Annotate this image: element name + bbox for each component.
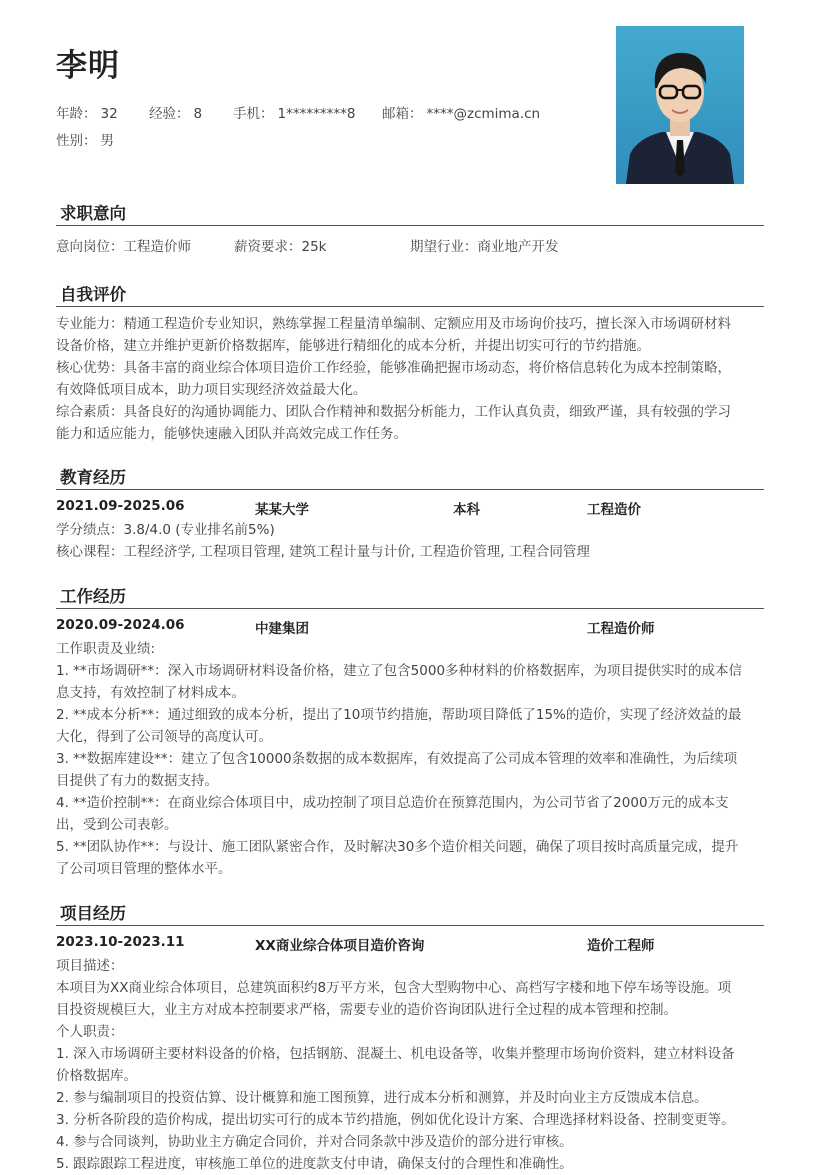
project-line: 2. 参与编制项目的投资估算、设计概算和施工图预算，进行成本分析和测算，并及时向业主方反馈成本信息。 xyxy=(56,1090,708,1106)
education-divider xyxy=(56,489,764,490)
phone-value: 1*********8 xyxy=(277,106,356,122)
project-line: 目投资规模巨大，业主方对成本控制要求严格，需要专业的造价咨询团队进行全过程的成本管理和控制。 xyxy=(56,1002,677,1018)
project-line: 5. 跟踪跟踪工程进度，审核施工单位的进度款支付申请，确保支付的合理性和准确性。 xyxy=(56,1156,573,1172)
education-line: 核心课程：工程经济学, 工程项目管理, 建筑工程计量与计价, 工程造价管理, 工程合同管理 xyxy=(56,544,590,560)
experience-label: 经验： xyxy=(149,106,190,122)
intent-divider xyxy=(56,225,764,226)
work-line: 5. **团队协作**：与设计、施工团队紧密合作，及时解决30多个造价相关问题，确保了项目按时高质量完成，提升 xyxy=(56,839,739,855)
age-field xyxy=(56,102,149,122)
intent-position: 意向岗位：工程造价师 xyxy=(56,239,191,255)
work-line: 1. **市场调研**：深入市场调研材料设备价格，建立了包含5000多种材料的价格数据库，为项目提供实时的成本信 xyxy=(56,663,743,679)
self-eval-line: 设备价格，建立并维护更新价格数据库，能够进行精细化的成本分析，并提出切实可行的节约措施。 xyxy=(56,338,650,354)
project-line: 4. 参与合同谈判，协助业主方确定合同价，并对合同条款中涉及造价的部分进行审核。 xyxy=(56,1134,573,1150)
work-line: 了公司项目管理的整体水平。 xyxy=(56,861,232,877)
education-line: 学分绩点：3.8/4.0 (专业排名前5%) xyxy=(56,522,275,538)
project-line: 个人职责： xyxy=(56,1024,124,1040)
self-eval-section-title: 自我评价 xyxy=(60,285,126,304)
project-line: 本项目为XX商业综合体项目，总建筑面积约8万平方米，包含大型购物中心、高档写字楼和地下停车场等设施。项 xyxy=(56,980,732,996)
project-section-title: 项目经历 xyxy=(60,904,126,923)
project-line: 价格数据库。 xyxy=(56,1068,137,1084)
work-role: 工程造价师 xyxy=(587,621,655,637)
age-value: 32 xyxy=(100,106,118,122)
gender-row xyxy=(56,129,114,149)
portrait-illustration xyxy=(616,26,744,184)
self-eval-line: 综合素质：具备良好的沟通协调能力、团队合作精神和数据分析能力，工作认真负责，细致严谨，具有较强的学习 xyxy=(56,404,731,420)
work-period: 2020.09-2024.06 xyxy=(56,617,185,633)
intent-section-title: 求职意向 xyxy=(60,204,126,223)
work-line: 3. **数据库建设**：建立了包含10000条数据的成本数据库，有效提高了公司成本管理的效率和准确性，为后续项 xyxy=(56,751,738,767)
work-line: 工作职责及业绩: xyxy=(56,641,156,657)
work-line: 息支持，有效控制了材料成本。 xyxy=(56,685,245,701)
age-label: 年龄： xyxy=(56,106,97,122)
self-eval-line: 有效降低项目成本，助力项目实现经济效益最大化。 xyxy=(56,382,367,398)
education-section-title: 教育经历 xyxy=(60,468,126,487)
work-line: 大化，得到了公司领导的高度认可。 xyxy=(56,729,272,745)
project-divider xyxy=(56,925,764,926)
intent-industry: 期望行业：商业地产开发 xyxy=(410,239,559,255)
email-label: 邮箱： xyxy=(382,106,423,122)
work-line: 目提供了有力的数据支持。 xyxy=(56,773,218,789)
project-line: 1. 深入市场调研主要材料设备的价格，包括钢筋、混凝土、机电设备等，收集并整理市场询价资料，建立材料设备 xyxy=(56,1046,735,1062)
education-school: 某某大学 xyxy=(255,502,309,518)
work-divider xyxy=(56,608,764,609)
email-field xyxy=(382,102,540,122)
education-period: 2021.09-2025.06 xyxy=(56,498,185,514)
experience-value: 8 xyxy=(193,106,203,122)
project-role: 造价工程师 xyxy=(587,938,655,954)
phone-field xyxy=(233,102,382,122)
education-degree: 本科 xyxy=(453,502,480,518)
self-eval-line: 核心优势：具备丰富的商业综合体项目造价工作经验，能够准确把握市场动态，将价格信息转化为成本控制策略， xyxy=(56,360,731,376)
work-company: 中建集团 xyxy=(255,621,309,637)
self-eval-line: 能力和适应能力，能够快速融入团队并高效完成工作任务。 xyxy=(56,426,407,442)
profile-photo xyxy=(616,26,744,184)
education-major: 工程造价 xyxy=(587,502,641,518)
self-eval-line: 专业能力：精通工程造价专业知识，熟练掌握工程量清单编制、定额应用及市场询价技巧，擅长深入市场调研材料 xyxy=(56,316,731,332)
basic-info-row xyxy=(56,102,540,122)
gender-label: 性别： xyxy=(56,133,97,149)
self-eval-divider xyxy=(56,306,764,307)
work-line: 2. **成本分析**：通过细致的成本分析，提出了10项节约措施，帮助项目降低了15%的造价，实现了经济效益的最 xyxy=(56,707,742,723)
gender-value: 男 xyxy=(100,133,114,149)
email-value: ****@zcmima.cn xyxy=(426,106,541,122)
work-line: 出，受到公司表彰。 xyxy=(56,817,178,833)
work-section-title: 工作经历 xyxy=(60,587,126,606)
project-name: XX商业综合体项目造价咨询 xyxy=(255,938,425,954)
intent-salary: 薪资要求：25k xyxy=(234,239,327,255)
phone-label: 手机： xyxy=(233,106,274,122)
project-line: 项目描述： xyxy=(56,958,124,974)
work-line: 4. **造价控制**：在商业综合体项目中，成功控制了项目总造价在预算范围内，为公司节省了2000万元的成本支 xyxy=(56,795,729,811)
experience-field xyxy=(149,102,233,122)
project-period: 2023.10-2023.11 xyxy=(56,934,185,950)
candidate-name: 李明 xyxy=(56,48,120,84)
project-line: 3. 分析各阶段的造价构成，提出切实可行的成本节约措施，例如优化设计方案、合理选择材料设备、控制变更等。 xyxy=(56,1112,735,1128)
